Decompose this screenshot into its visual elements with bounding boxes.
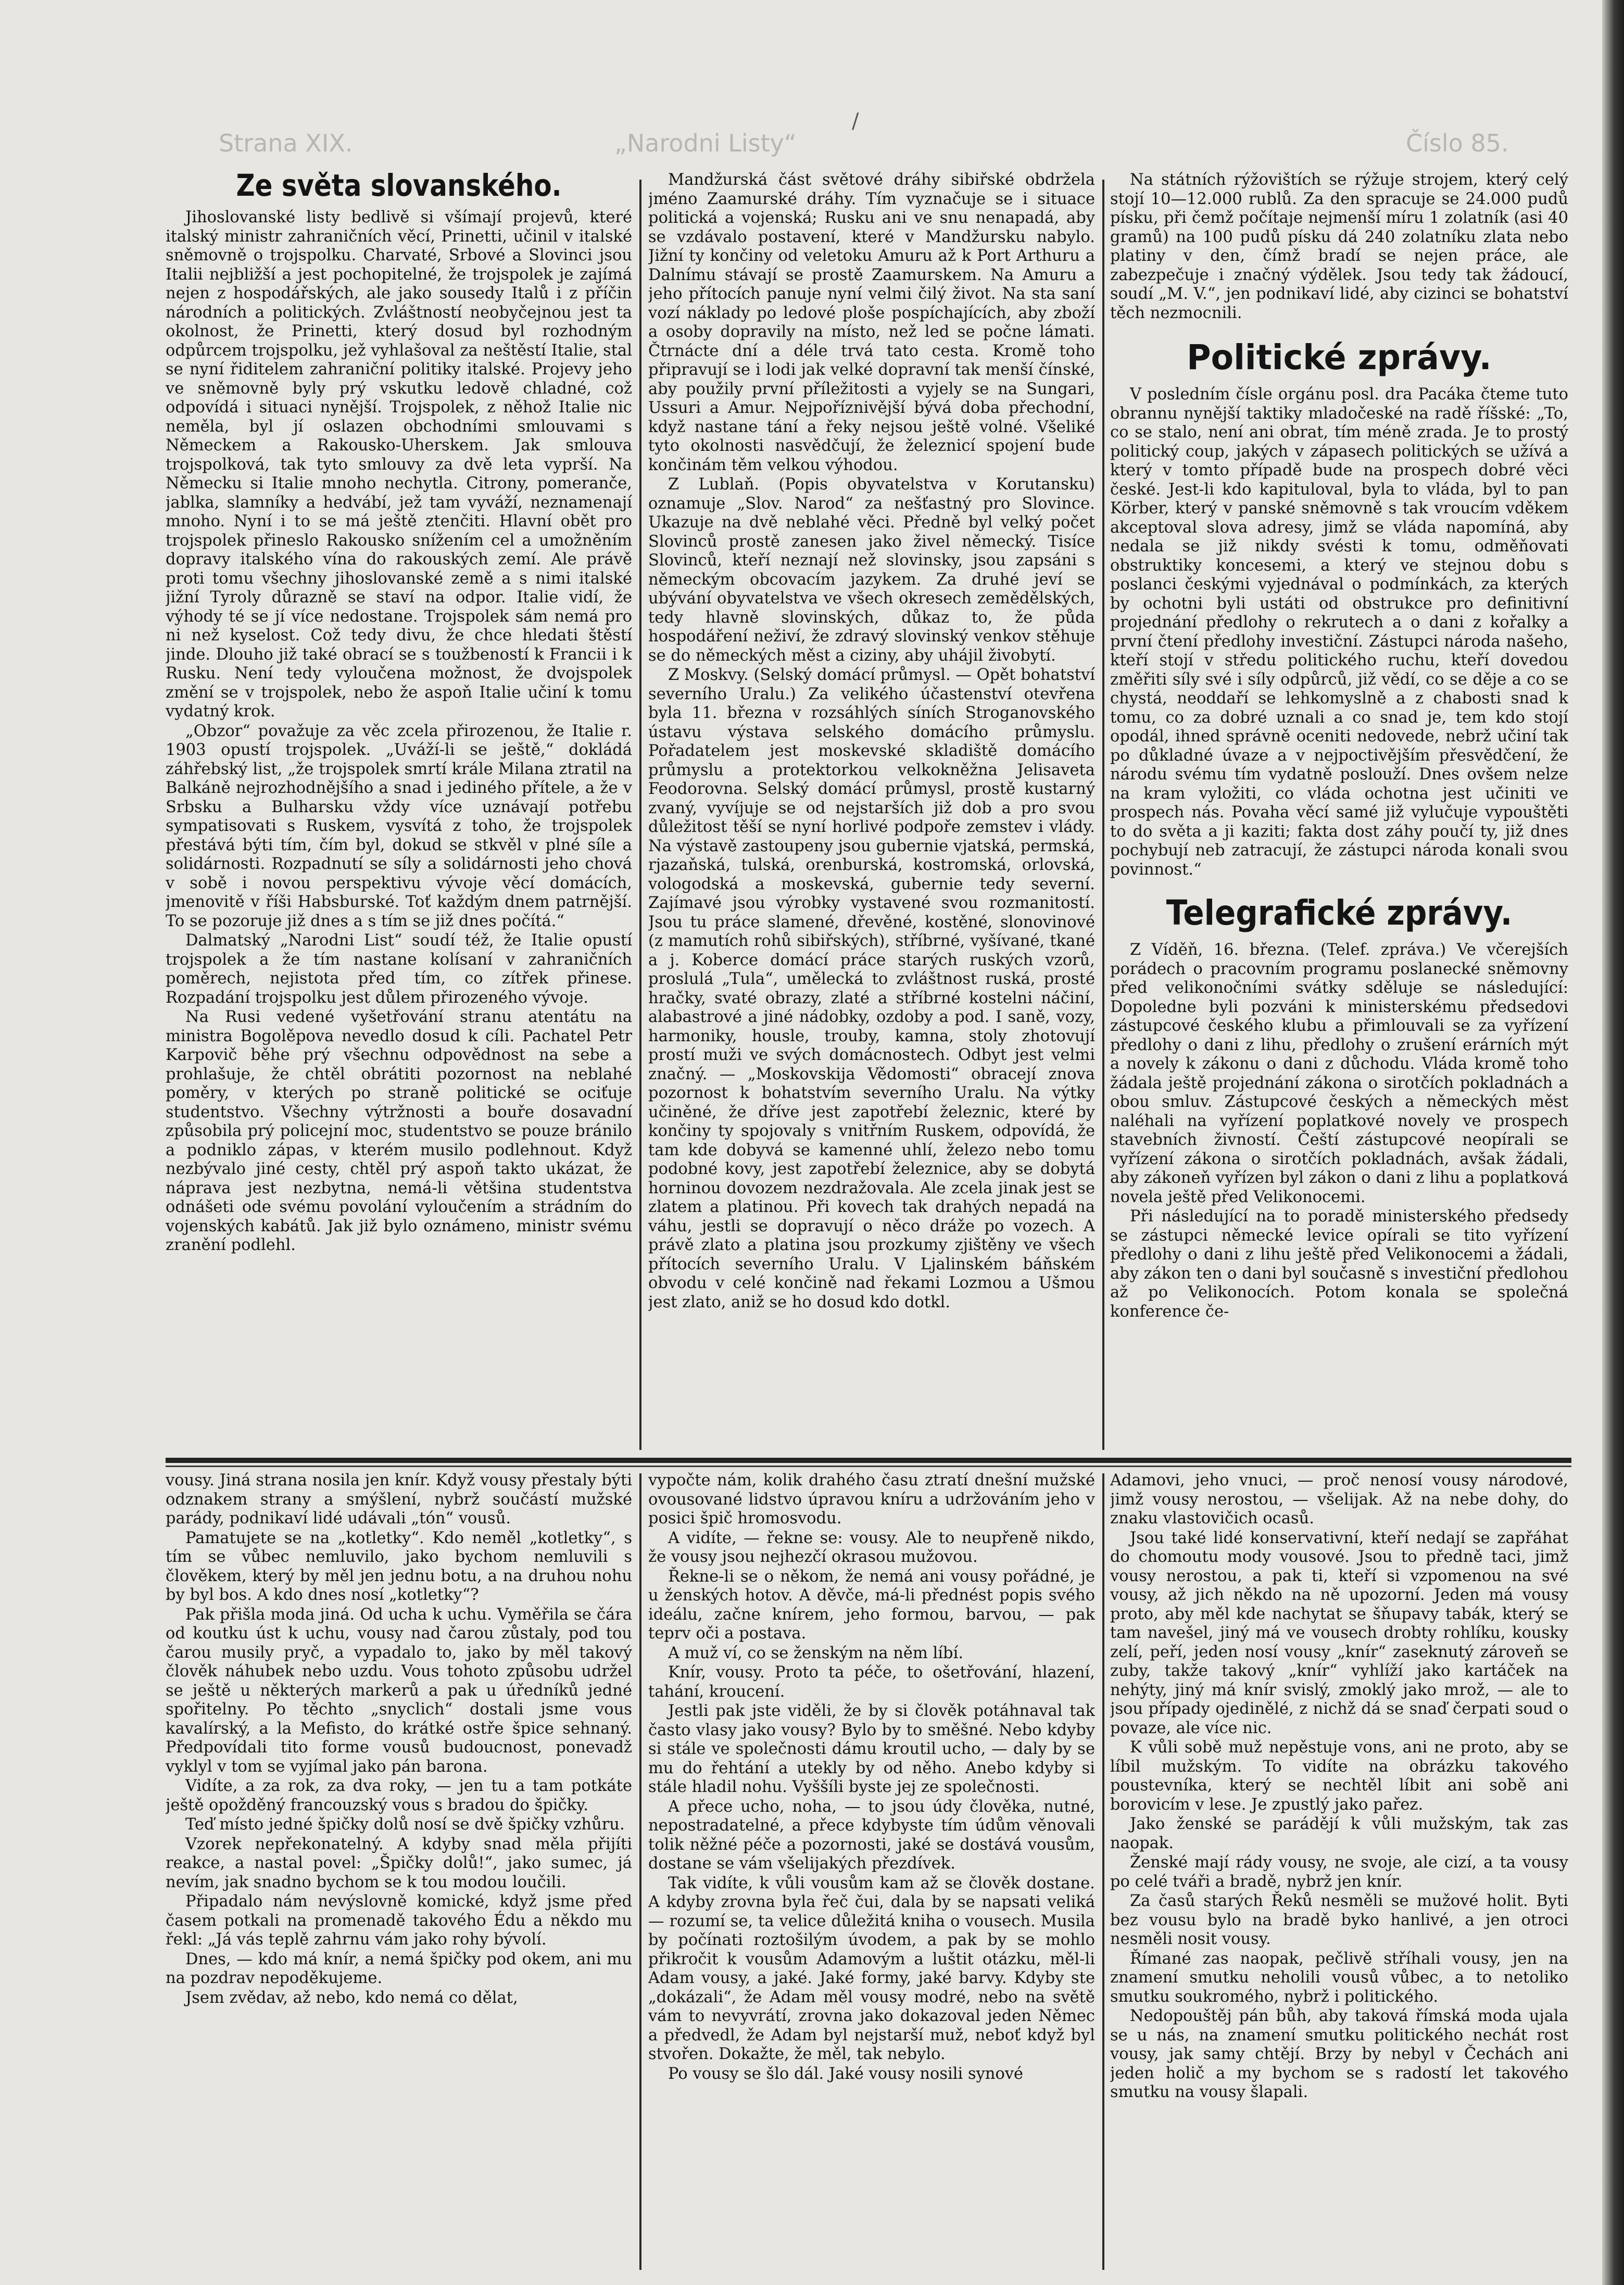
- column-divider: [639, 180, 641, 1450]
- feuilleton-paragraph: K vůli sobě muž nepěstuje vons, ani ne proto, aby se líbil mužským. To vidíte na obrázku takového poustevníka, který se nechtěl líbit ani sobě ani borovicím v lese. Je zpustlý jako pařez.: [1110, 1738, 1568, 1814]
- article-paragraph: Při následující na to poradě ministerského předsedy se zástupci německé levice opírali se tito vyřízení předlohy o dani z lihu ještě před Velikonocemi a žádali, aby zákon ten o dani byl současně s investiční předlohou až po Velikonocích. Potom konala se společná konference če-: [1110, 1207, 1568, 1321]
- article-paragraph: Jihoslovanské listy bedlivě si všímají projevů, které italský ministr zahraničních věcí, Prinetti, učinil v italské sněmovně o trojspolku. Charvaté, Srbové a Slovinci jsou Italii nejbližší a jest pochopitelné, že trojspolek je zajímá nejen z hospodářských, ale jako sousedy Italů i z příčin národních a politických. Zvláštností neobyčejnou jest ta okolnost, že Prinetti, který dosud byl rozhodným odpůrcem trojspolku, jež vyhlašoval za neštěstí Italie, stal se nyní řiditelem zahraniční politiky italské. Projevy jeho ve sněmovně byly prý vskutku ledově chladné, což odpovídá i situaci nynější. Trojspolek, z něhož Italie nic neměla, byl jí oslazen obchodními smlouvami s Německem a Rakousko-Uherskem. Jak smlouva trojspolková, tak tyto smlouvy za dvě leta vyprší. Na Německu si Italie mnoho nechytla. Citrony, pomeranče, jablka, slamníky a hedvábí, jež tam vyváží, neznamenají mnoho. Nyní i to se má ještě ztenčiti. Hlavní obět pro trojspolek přineslo Rakousko snížením cel a umožněním dopravy italského vína do rakouských zemí. Ale právě proti tomu všechny jihoslovanské země a s nimi italské jižní Tyroly důrazně se staví na odpor. Italie vidí, že výhody té se jí více nedostane. Trojspolek sám nemá pro ni než kyselost. Což tedy divu, že chce hledati štěstí jinde. Dlouho již také obrací se s toužbeností k Francii i k Rusku. Není tedy vyloučena možnost, že dvojspolek změní se v trojspolek, nebo že aspoň Italie učiní k tomu vydatný krok.: [166, 208, 632, 721]
- article-paragraph: Na Rusi vedené vyšetřování stranu atentátu na ministra Bogolěpova nevedlo dosud k cíli. Pachatel Petr Karpovič běhe prý všechnu odpovědnost na sebe a prohlašuje, že chtěl obrátiti pozornost na neblahé poměry, v kterých po straně politické se ociťuje studentstvo. Všechny výtržnosti a bouře dosavadní způsobila prý policejní moc, studentstvo se pouze bránilo a podniklo zápas, v kterém musilo podlehnout. Když nezbývalo jiné cesty, chtěl prý aspoň takto ukázat, že náprava jest nezbytna, nemá-li většina studentstva odnášeti ode svému povolání vyloučením a strádním do vojenských kabátů. Jak již bylo oznámeno, ministr svému zranění podlehl.: [166, 1008, 632, 1254]
- running-head-center: „Narodni Listy“: [614, 129, 797, 157]
- feuilleton-paragraph: Vzorek nepřekonatelný. A kdyby snad měla přijíti reakce, a nastal povel: „Špičky dolů!“, jako sumec, já nevím, jak snadno bychom se k tou modou loučili.: [166, 1835, 632, 1891]
- article-paragraph: Z Lublaň. (Popis obyvatelstva v Korutansku) oznamuje „Slov. Narod“ za nešťastný pro Slovince. Ukazuje na dvě neblahé věci. Předně byl velký počet Slovinců prostě zanesen jako živel německý. Tisíce Slovinců, kteří neznají než slovinsky, jsou zapsáni s německým obcovacím jazykem. Za druhé jeví se ubývání obyvatelstva ve všech okresech zemědělských, tedy hlavně slovinských, důkaz to, že půda hospodáření neživí, že zdravý slovinský venkov stěhuje se do německých měst a ciziny, aby uhájil živobytí.: [648, 475, 1095, 665]
- feuilleton-paragraph: Nedopouštěj pán bůh, aby taková římská moda ujala se u nás, na znamení smutku politického nechát rost vousy, jak samy chtějí. Brzy by nebyl v Čechách ani jeden holič a my bychom se s radostí let takového smutku na vousy šlapali.: [1110, 2007, 1568, 2101]
- column-3-upper: [1110, 171, 1568, 1455]
- headline-ze-sveta-slovanskeho: Ze světa slovanského.: [236, 168, 562, 203]
- feuilleton-rule: [166, 1458, 1571, 1463]
- column-2-upper: [648, 171, 1095, 1455]
- feuilleton-paragraph: Knír, vousy. Proto ta péče, to ošetřování, hlazení, tahání, kroucení.: [648, 1663, 1095, 1701]
- feuilleton-paragraph: Připadalo nám nevýslovně komické, když jsme před časem potkali na promenadě takového Édu a někdo mu řekl: „Já vás teplě zahrnu vám jako rohy bývolí.: [166, 1892, 632, 1949]
- feuilleton-column-2: [648, 1471, 1095, 2278]
- article-paragraph: Z Moskvy. (Selský domácí průmysl. — Opět bohatství severního Uralu.) Za velikého účastenství otevřena byla 11. března v rozsáhlých síních Stroganovského ústavu výstava selského domácího průmyslu. Pořadatelem jest moskevské skladiště domácího průmyslu a protektorkou velkokněžna Jelisaveta Feodorovna. Selský domácí průmysl, prostě kustarný zvaný, vyvíjuje se od nejstarších již dob a pro svou důležitost těší se nyní horlivé podpoře zemstev i vlády. Na výstavě zastoupeny jsou gubernie vjatská, permská, rjazaňská, tulská, orenburská, kostromská, orlovská, vologodská a moskevská, gubernie tedy severní. Zajímavé jsou výrobky vystavené svou rozmanitostí. Jsou tu práce slamené, dřevěné, kostěné, slonovinové (z mamutích rohů sibiřských), stříbrné, vyšívané, tkané a j. Koberce domácí práce starých ruských vzorů, proslulá „Tula“, umělecká to zvláštnost ruská, prosté hračky, svaté obrazy, zlaté a stříbrné kostelni náčiní, alabastrové a jiné nádobky, ozdoby a pod. I saně, vozy, harmoniky, housle, trouby, kamna, stoly zhotovují prostí muži ve svých domácnostech. Odbyt jest velmi značný. — „Moskovskija Vědomosti“ obracejí znova pozornost k bohatstvím severního Uralu. Na výtky učiněné, že dříve jest zapotřebí železnic, které by končiny ty spojovaly s vnitřním Ruskem, odpovídá, že tam kde dobyvá se kamenné uhlí, železo nebo tomu podobné kovy, jest zapotřebí železnice, aby se dobytá horninou dovozem nezdražovala. Ale zcela jinak jest se zlatem a platinou. Při kovech tak drahých nepadá na váhu, jestli se dopravují o něco dráže po vozech. A právě zlato a platina jsou prozkumy zjištěny ve všech přítocích severního Uralu. V Ljalinském báňském obvodu v celé končině nad řekami Lozmou a Ušmou jest zlato, aniž se ho dosud kdo dotkl.: [648, 666, 1095, 1311]
- feuilleton-paragraph: A vidíte, — řekne se: vousy. Ale to neupřeně nikdo, že vousy jsou nejhezčí okrasou mužovou.: [648, 1529, 1095, 1566]
- running-head-right: Číslo 85.: [1406, 129, 1509, 157]
- feuilleton-paragraph: Pak přišla moda jiná. Od ucha k uchu. Vyměřila se čára od koutku úst k uchu, vousy nad čarou zůstaly, pod tou čarou musily pryč, a vypadalo to, jako by měl takový člověk náhubek nebo uzdu. Vous tohoto způsobu udržel se ještě u některých markerů a pak u úředníků jedné spořitelny. Po těchto „snyclich“ dostali jsme vous kavalírský, a la Mefisto, do krátké ostře špice sehnaný. Předpovídali tito forme vousů budoucnost, ponevadž vyklyl v tom se vyjímal jako pán barona.: [166, 1605, 632, 1776]
- article-paragraph: V posledním čísle orgánu posl. dra Pacáka čteme tuto obrannu nynější taktiky mladočeské na radě říšské: „To, co se stalo, není ani obrat, tím méně zrada. Je to prostý politický coup, jakých v zápasech politických se užívá a který v tomto případě bude na prospech dobré věci české. Jest-li kdo kapituloval, byla to vláda, byl to pan Körber, který v panské sněmovně s tak vroucím vděkem akceptoval slova adresy, jimž se vláda napomíná, aby nedala se již nikdy svésti k tomu, odměňovati obstruktiky koncesemi, a který ve stejnou dobu s poslanci českými vyjednával o podmínkách, za kterých by ochotni byli ustáti od obstrukce pro definitivní projednání předlohy o rekrutech a o dani z kořalky a první čtení předlohy investiční. Zástupci národa našeho, kteří stojí v středu politického ruchu, kteří dovedou změřiti síly své i síly odpůrců, již vědí, co se děje a co se chystá, neoddaří se lehkomyslně a z chabosti snad k tomu, co za dobré uznali a co snad je, tem kdo stojí opodál, ihned správně oceniti nedovede, nebrž učiní tak po důkladné úvaze a v nejpoctivějším přesvědčení, že národu svému tím vydatně poslouží. Dnes ovšem nelze na kram vyložiti, co vláda ochotna jest učiniti ve prospech nás. Povaha věcí samé již vylučuje vypouštěti to do světa a ji kaziti; fakta dost záhy poučí ty, již dnes pochybují neb zatracují, že zástupci národa konali svou povinnost.“: [1110, 385, 1568, 879]
- feuilleton-paragraph: Adamovi, jeho vnuci, — proč nenosí vousy národové, jimž vousy nerostou, — všelijak. Až na nebe dohy, do znaku vlastovičich ocasů.: [1110, 1471, 1568, 1527]
- page-spine: [1602, 0, 1624, 2285]
- feuilleton-paragraph: Teď místo jedné špičky dolů nosí se dvě špičky vzhůru.: [185, 1815, 625, 1834]
- feuilleton-paragraph: A přece ucho, noha, — to jsou údy člověka, nutné, nepostradatelné, a přece kdybyste tím údům věnovali tolik něžné péče a pozornosti, jaké se dostává vousům, dostane se vám všelijakých přezdívek.: [648, 1797, 1095, 1873]
- feuilleton-paragraph: Jako ženské se parádějí k vůli mužským, tak zas naopak.: [1110, 1815, 1568, 1852]
- column-1-upper: [166, 208, 632, 1455]
- article-paragraph: Dalmatský „Narodni List“ soudí též, že Italie opustí trojspolek a že tím nastane kolísaní v zahraničních poměrech, nejistota před tím, co zítřek přinese. Rozpadání trojspolku jest důlem přirozeného vývoje.: [166, 931, 632, 1007]
- feuilleton-paragraph: Tak vidíte, k vůli vousům kam až se člověk dostane. A kdyby zrovna byla řeč čui, dala by se napsati veliká — rozumí se, ta velice důležitá kniha o vousech. Musila by počínati roztošilým úvodem, a pak by se mohlo přikročit k vousům Adamovým a luštit otázku, měl-li Adam vousy, a jaké. Jaké formy, jaké barvy. Kdyby ste „dokázali“, že Adam měl vousy modré, nebo na světě vám to nevyvrátí, zrovna jako dokazoval jeden Němec a předvedl, že Adam byl nejstarší muž, neboť když byl stvořen. Dokažte, že měl, tak nebylo.: [648, 1874, 1095, 2063]
- feuilleton-paragraph: Ženské mají rády vousy, ne svoje, ale cizí, a ta vousy po celé tváři a bradě, nybrž jen knír.: [1110, 1853, 1568, 1891]
- ink-mark: /: [852, 109, 859, 133]
- feuilleton-rule-thin: [166, 1466, 1571, 1467]
- feuilleton-paragraph: vypočte nám, kolik drahého času ztratí dnešní mužské ovousované lidstvo úpravou kníru a udržováním jeho v posici špič hromosvodu.: [648, 1471, 1095, 1527]
- article-paragraph: Mandžurská část světové dráhy sibiřské obdržela jméno Zaamurské dráhy. Tím vyznačuje se i situace politická a vojenská; Rusku ani ve snu nenapadá, aby se vzdávalo postavení, které v Mandžursku nabylo. Jižní ty končiny od veletoku Amuru až k Port Arthuru a Dalnímu stávají se prostě Zaamurskem. Na Amuru a jeho přítocích panuje nyní velmi čilý život. Na sta saní vozí náklady po ledové ploše pospíchajících, aby zboží a osoby dopravily na místo, než led se počne lámati. Čtrnácte dní a déle trvá tato cesta. Kromě toho připravují se i lodi jak velké dopravní tak menší čínské, aby použily první příležitosti a vyjely se na Sungari, Ussuri a Amur. Nejpoříznivější bývá doba přechodní, když nastane tání a řeky nejsou ještě volné. Všeliké tyto okolnosti nasvědčují, že železnicí spojení bude končinám těm velkou výhodou.: [648, 171, 1095, 474]
- feuilleton-paragraph: Pamatujete se na „kotletky“. Kdo neměl „kotletky“, s tím se vůbec nemluvilo, jako bychom nemluvili s člověkem, který by měl jen jednu botu, a na druhou nohu by byl bos. A kdo dnes nosí „kotletky“?: [166, 1529, 632, 1604]
- feuilleton-paragraph: vousy. Jiná strana nosila jen knír. Když vousy přestaly býti odznakem strany a smýšlení, nybrž součástí mužské parády, podnikaví lidé udávali „tón“ vousů.: [166, 1471, 632, 1527]
- article-paragraph: Na státních rýžovištích se rýžuje strojem, který celý stojí 10—12.000 rublů. Za den spracuje se 24.000 pudů písku, při čemž počítaje nejmenší míru 1 zolatník (asi 40 gramů) na 100 pudů písku dá 240 zolatníku zlata nebo platiny v den, čímž bradí se nejen práce, ale zabezpečuje i značný výdělek. Jsou tedy tak žádoucí, soudí „M. V.“, jen podnikaví lidé, aby cizinci se bohatství těch nezmocnili.: [1110, 171, 1568, 322]
- feuilleton-paragraph: Po vousy se šlo dál. Jaké vousy nosili synové: [668, 2064, 1024, 2083]
- article-paragraph: „Obzor“ považuje za věc zcela přirozenou, že Italie r. 1903 opustí trojspolek. „Uváží-li se ještě,“ dokládá záhřebský list, „že trojspolek smrtí krále Milana ztratil na Balkáně nejrozhodnějšího a snad i jediného přítele, a že v Srbsku a Bulharsku vždy více uznávají potřebu sympatisovati s Ruskem, vysvítá z toho, že trojspolek přestává býti tím, čím byl, dokud se stkvěl v plné síle a solidárnosti. Rozpadnutí se síly a solidárnosti jeho chová v sobě i novou perspektivu vývoje věcí domácích, jmenovitě v říši Habsburské. Toť každým dnem patrnější. To se pozoruje již dnes a s tím se již dnes počítá.“: [166, 722, 632, 930]
- running-head: [0, 129, 1583, 160]
- feuilleton-paragraph: Dnes, — kdo má knír, a nemá špičky pod okem, ani mu na pozdrav nepoděkujeme.: [166, 1950, 632, 1987]
- article-paragraph: Z Víděň, 16. března. (Telef. zpráva.) Ve včerejších porádech o pracovním programu poslanecké sněmovny před velikonočními svátky sděluje se následující: Dopoledne byli pozváni k ministerskému předsedovi zástupcové českého klubu a přimlouvali se za vyřízení předlohy o dani z lihu, předlohy o zrušení erárních mýt a novely k zákonu o dani z důchodu. Vláda kromě toho žádala ještě projednání zákona o sirotčích pokladnách a obou smluv. Zástupcové českých a německých měst naléhali na vyřízení poplatkové novely ve prospech stavebních živností. Čeští zástupcové neopírali se vyřízení zákona o sirotčích pokladnách, avšak žádali, aby zákoneň vyřízen byl zákon o dani z lihu a poplatková novela ještě před Velikonocemi.: [1110, 941, 1568, 1206]
- feuilleton-paragraph: Řekne-li se o někom, že nemá ani vousy pořádné, je u ženských hotov. A děvče, má-li přednést popis svého ideálu, začne knírem, jeho formou, barvou, — pak teprv oči a postava.: [648, 1567, 1095, 1643]
- feuilleton-column-1: [166, 1471, 632, 2278]
- feuilleton-column-3: [1110, 1471, 1568, 2278]
- headline-telegraficke-zpravy: Telegrafické zprávy.: [1166, 893, 1513, 933]
- headline-politicke-zpravy: Politické zprávy.: [1187, 337, 1492, 377]
- feuilleton-paragraph: Jsem zvědav, až nebo, kdo nemá co dělat,: [185, 1988, 518, 2007]
- column-divider: [1102, 1473, 1104, 2270]
- running-head-left: Strana XIX.: [219, 129, 353, 157]
- column-divider: [1102, 180, 1104, 1450]
- feuilleton-paragraph: Jestli pak jste viděli, že by si člověk potáhnaval tak často vlasy jako vousy? Bylo by to směšné. Nebo kdyby si stále ve společnosti dámu kroutil ucho, — daly by se mu do řehtání a utekly by od něho. Anebo kdyby si stále hladil nohu. Vyššíli byste jej ze společnosti.: [648, 1702, 1095, 1796]
- feuilleton-paragraph: Římané zas naopak, pečlivě stříhali vousy, jen na znamení smutku neholili vousů vůbec, a to netoliko smutku soukromého, nybrž i politického.: [1110, 1949, 1568, 2006]
- feuilleton-paragraph: Za časů starých Řeků nesměli se mužové holit. Byti bez vousu bylo na bradě byko hanlivé, a jen otroci nesměli nosit vousy.: [1110, 1892, 1568, 1948]
- feuilleton-paragraph: Jsou také lidé konservativní, kteří nedají se zapřáhat do chomoutu mody vousové. Jsou to předně taci, jimž vousy nerostou, a pak ti, kteří si vzpomenou na své vousy, až jich někdo na ně upozorní. Jeden má vousy proto, aby měl kde nachytat se šňupavy tabák, který se tam navešel, jiný má ve vousech drobty rohlíku, kousky zelí, peří, jeden nosí vousy „knír“ zaseknutý zároveň se zuby, takže takový „knír“ vyhlíží jako kartáček na nehýty, jiný má knír svislý, zmoklý jako mrož, — ale to jsou případy ojedinělé, z nichž dá se snaď čerpati soud o povaze, ale více nic.: [1110, 1529, 1568, 1737]
- feuilleton-paragraph: Vidíte, a za rok, za dva roky, — jen tu a tam potkáte ještě opožděný francouzský vous s bradou do špičky.: [166, 1777, 632, 1814]
- column-divider: [639, 1473, 641, 2270]
- feuilleton-paragraph: A muž ví, co se ženským na něm líbí.: [668, 1644, 964, 1662]
